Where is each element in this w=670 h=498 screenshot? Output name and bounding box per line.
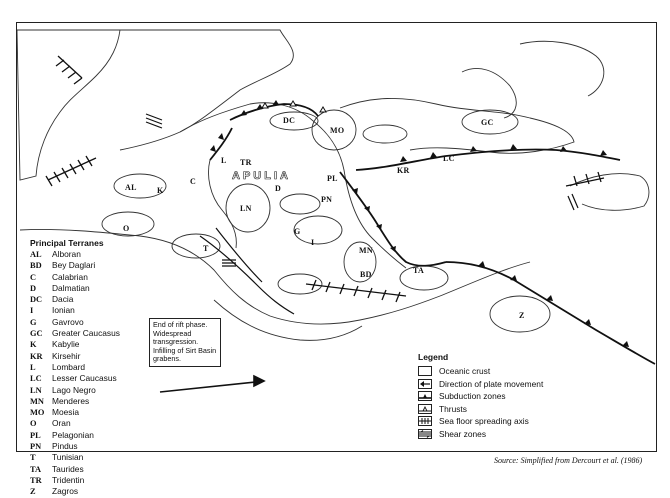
terrane-label-GC: GC [481,118,494,127]
terrane-name: Oran [52,418,71,429]
terrane-name: Tunisian [52,452,84,463]
terranes-key [28,238,148,498]
terrane-code: KR [30,351,43,361]
terrane-row [28,407,148,418]
terrane-code: DC [30,295,43,305]
terrane-name: Taurides [52,463,84,474]
terrane-row [28,249,148,260]
terrane-label-Z: Z [519,311,525,320]
terrane-row [28,328,148,339]
terrane-label-TA: TA [413,266,425,275]
thrust-icon [418,403,432,414]
terrane-label-K: K [157,186,164,195]
shear-zone-icon [418,428,432,439]
terrane-name: Menderes [52,395,90,406]
terrane-name: Zagros [52,486,79,497]
legend-row-plate-movement [418,378,578,391]
legend-label: Direction of plate movement [439,378,544,389]
terranes-title: Principal Terranes [30,238,104,248]
terrane-name: Tridentin [52,474,85,485]
terrane-code: GC [30,329,43,339]
terrane-label-L: L [221,156,227,165]
terrane-name: Ionian [52,305,75,316]
terrane-name: Moesia [52,407,79,418]
legend-label: Oceanic crust [439,366,491,377]
terrane-name: Alboran [52,249,81,259]
terrane-code: C [30,272,37,282]
terrane-label-LN: LN [240,204,252,213]
terrane-code: PN [30,442,42,452]
legend-label: Subduction zones [439,391,506,402]
terrane-row [28,294,148,305]
terrane-label-MO: MO [330,126,345,135]
terrane-code: Z [30,487,36,497]
terrane-code: AL [30,250,42,259]
terrane-label-T: T [203,244,209,253]
terrane-row [28,475,148,486]
terrane-name: Lesser Caucasus [52,373,117,384]
terrane-label-PL: PL [327,174,338,183]
terrane-label-DC: DC [283,116,296,125]
terrane-label-LC: LC [443,154,455,163]
terrane-code: LC [30,374,42,384]
terrane-code: TR [30,475,42,485]
legend-row-subduction [418,390,578,403]
terrane-row [28,418,148,429]
legend-row-spreading [418,415,578,428]
terrane-code: MO [30,408,45,418]
rift-phase-annotation: End of rift phase. Widespread transgression. Infilling of Sirt Basin grabens. [149,318,221,367]
legend-label: Thrusts [439,403,467,414]
legend-row-shear [418,428,578,441]
terrane-row [28,452,148,463]
legend-row-oceanic-crust [418,365,578,378]
terrane-name: Greater Caucasus [52,328,120,339]
terrane-row [28,351,148,362]
terrane-code: T [30,453,36,463]
terrane-label-O: O [123,224,130,233]
legend [418,352,578,440]
terrane-code: O [30,419,37,429]
legend-title: Legend [418,352,449,362]
terrane-code: K [30,340,37,350]
terrane-name: Calabrian [52,271,88,282]
terrane-name: Kabylie [52,339,80,350]
terrane-label-TR: TR [240,158,252,167]
terrane-row [28,362,148,373]
terrane-name: Dacia [52,294,74,305]
terrane-code: G [30,317,37,327]
terrane-label-BD: BD [360,270,372,279]
terrane-row [28,385,148,396]
terrane-label-C: C [190,177,197,186]
legend-row-thrusts [418,403,578,416]
terrane-row [28,373,148,384]
terrane-row [28,305,148,316]
terrane-code: TA [30,464,42,474]
terrane-row [28,486,148,497]
terrane-code: MN [30,396,44,406]
terrane-label-MN: MN [359,246,373,255]
spreading-axis-icon [418,416,432,427]
terrane-code: D [30,283,37,293]
terrane-name: Dalmatian [52,282,90,293]
terrane-row [28,283,148,294]
subduction-icon [418,391,432,402]
terrane-name: Pindus [52,441,78,452]
terrane-name: Lago Negro [52,384,96,395]
terrane-row [28,396,148,407]
legend-label: Shear zones [439,428,487,439]
terrane-label-G: G [294,227,301,236]
terrane-label-PN: PN [321,195,333,204]
terrane-label-D: D [275,184,282,193]
terrane-label-AL: AL [125,183,137,192]
terrane-code: LN [30,385,42,395]
terrane-code: PL [30,430,41,440]
terrane-row [28,339,148,350]
terrane-name: Lombard [52,361,86,372]
source-citation: Source: Simplified from Dercourt et al. (1986) [494,456,643,465]
oceanic-crust-icon [418,366,432,377]
terrane-code: BD [30,261,42,271]
terrane-label-KR: KR [397,166,410,175]
terrane-code: I [30,306,34,316]
terrane-label-I: I [311,238,315,247]
terrane-code: L [30,362,36,372]
terrane-row [28,464,148,475]
terrane-row [28,272,148,283]
arrow-left-icon [418,378,432,389]
terrane-row [28,260,148,271]
terrane-row [28,441,148,452]
terrane-name: Bey Daglari [52,260,96,271]
legend-label: Sea floor spreading axis [439,416,529,427]
terrane-name: Gavrovo [52,316,84,327]
terrane-row [28,317,148,328]
terrane-row [28,430,148,441]
terrane-name: Kirsehir [52,350,81,361]
apulia-label: APULIA [232,170,291,182]
terrane-name: Pelagonian [52,429,94,440]
